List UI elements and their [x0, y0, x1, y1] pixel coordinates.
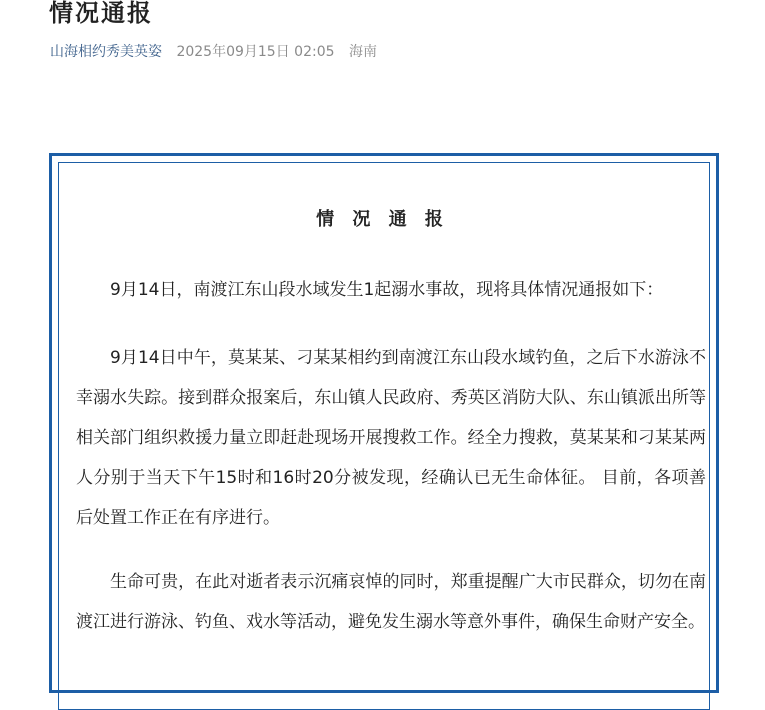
publish-date: 2025年09月15日 02:05: [176, 44, 335, 60]
article-meta: [50, 42, 377, 62]
notice-paragraph-intro: 9月14日，南渡江东山段水域发生1起溺水事故，现将具体情况通报如下：: [110, 280, 664, 300]
page-title: 情况通报: [49, 0, 153, 27]
publish-location: 海南: [348, 44, 377, 60]
author-link[interactable]: 山海相约秀美英姿: [50, 44, 162, 60]
notice-paragraph-warning: 生命可贵，在此对逝者表示沉痛哀悼的同时，郑重提醒广大市民群众，切勿在南渡江进行游泳、钓鱼、戏水等活动，避免发生溺水等意外事件，确保生命财产安全。: [76, 572, 706, 632]
notice-heading: 情 况 通 报: [316, 209, 449, 230]
notice-paragraph-details: 9月14日中午，莫某某、刁某某相约到南渡江东山段水域钓鱼，之后下水游泳不幸溺水失踪。接到群众报案后，东山镇人民政府、秀英区消防大队、东山镇派出所等相关部门组织救援力量立即赶赴现场开展搜救工作。经全力搜救，莫某某和刁某某两人分别于当天下午15时和16时20分被发现，经确认已无生命体征。 目前，各项善后处置工作正在有序进行。: [76, 348, 706, 528]
